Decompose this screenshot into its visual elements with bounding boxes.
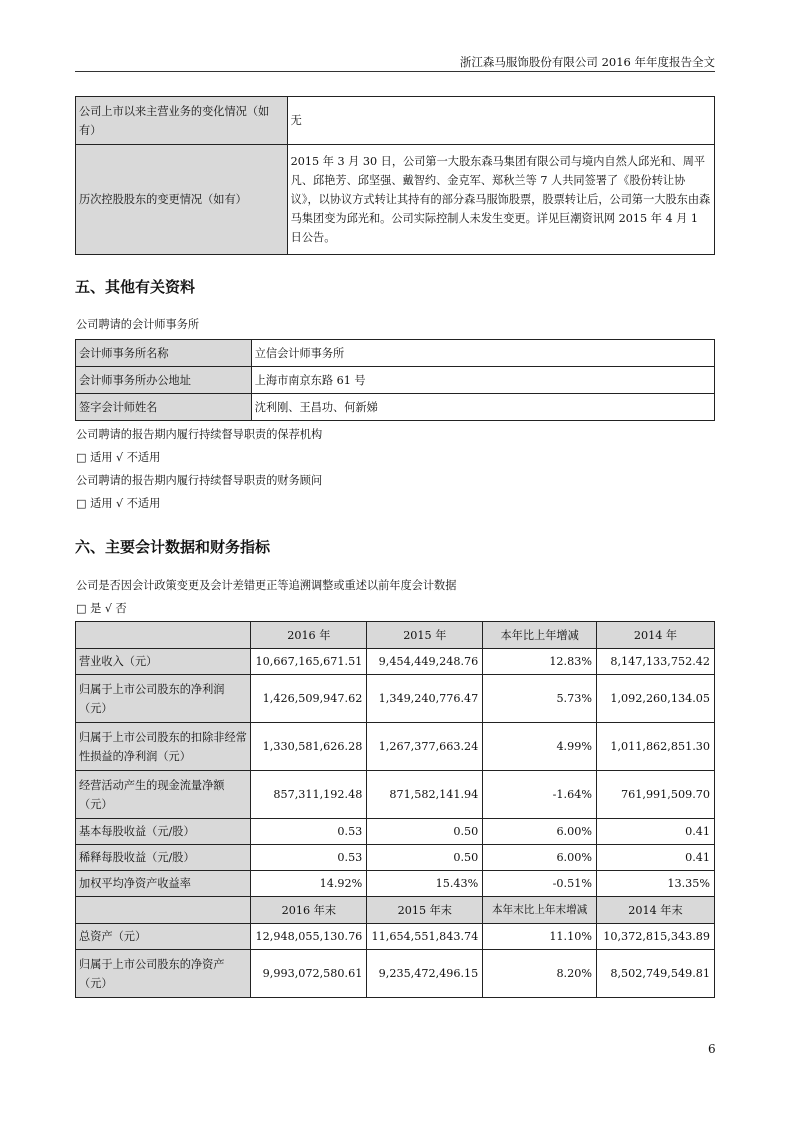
header-rule [75,71,715,72]
cell-2014: 13.35% [596,871,714,897]
row-label: 营业收入（元） [76,649,251,675]
report-header: 浙江森马服饰股份有限公司 2016 年年度报告全文 [459,55,715,69]
section-heading: 六、主要会计数据和财务指标 [75,538,271,556]
cell-2016: 1,426,509,947.62 [251,675,367,723]
table-value: 立信会计师事务所 [251,340,714,367]
cell-change: 5.73% [483,675,597,723]
cell-change: 6.00% [483,819,597,845]
table-header-cell: 2016 年 [251,622,367,649]
row-label: 总资产（元） [76,924,251,950]
table-header-cell: 2015 年末 [367,897,483,924]
cell-2016: 14.92% [251,871,367,897]
cell-2014: 8,147,133,752.42 [596,649,714,675]
cell-2014: 0.41 [596,819,714,845]
cell-2015: 0.50 [367,819,483,845]
cell-2016: 12,948,055,130.76 [251,924,367,950]
table-label: 公司上市以来主营业务的变化情况（如有） [76,97,288,145]
cell-change: -0.51% [483,871,597,897]
table-value: 无 [287,97,714,145]
table-header-cell [76,622,251,649]
financial-table [75,621,715,998]
table-row [76,845,715,871]
table-row [76,771,715,819]
cell-change: -1.64% [483,771,597,819]
restatement-question: 公司是否因会计政策变更及会计差错更正等追溯调整或重述以前年度会计数据 [76,579,457,592]
cell-change: 8.20% [483,950,597,998]
table-value: 沈利刚、王昌功、何新娣 [251,394,714,421]
row-label: 加权平均净资产收益率 [76,871,251,897]
table-label: 会计师事务所名称 [76,340,252,367]
cell-2016: 857,311,192.48 [251,771,367,819]
table-label: 会计师事务所办公地址 [76,367,252,394]
cell-2014: 10,372,815,343.89 [596,924,714,950]
row-label: 经营活动产生的现金流量净额（元） [76,771,251,819]
table-row [76,924,715,950]
row-label: 基本每股收益（元/股） [76,819,251,845]
table-row [76,819,715,845]
page-number: 6 [708,1042,716,1056]
cell-2016: 10,667,165,671.51 [251,649,367,675]
cell-2016: 1,330,581,626.28 [251,723,367,771]
section-heading: 五、其他有关资料 [75,278,196,296]
table-header-cell: 本年比上年增减 [483,622,597,649]
table-row [76,950,715,998]
cell-change: 6.00% [483,845,597,871]
row-label: 稀释每股收益（元/股） [76,845,251,871]
advisor-line: 公司聘请的报告期内履行持续督导职责的财务顾问 [76,474,323,487]
advisor-choice: □ 适用 √ 不适用 [76,497,161,510]
row-label: 归属于上市公司股东的扣除非经常性损益的净利润（元） [76,723,251,771]
auditor-table [75,339,715,421]
row-label: 归属于上市公司股东的净利润（元） [76,675,251,723]
cell-change: 12.83% [483,649,597,675]
cell-2016: 0.53 [251,845,367,871]
cell-2015: 871,582,141.94 [367,771,483,819]
table-label: 签字会计师姓名 [76,394,252,421]
table-header-cell: 2015 年 [367,622,483,649]
cell-2015: 11,654,551,843.74 [367,924,483,950]
table-row [76,871,715,897]
sponsor-choice: □ 适用 √ 不适用 [76,451,161,464]
cell-2014: 761,991,509.70 [596,771,714,819]
cell-2015: 0.50 [367,845,483,871]
table-value: 上海市南京东路 61 号 [251,367,714,394]
sponsor-line: 公司聘请的报告期内履行持续督导职责的保荐机构 [76,428,323,441]
cell-2016: 9,993,072,580.61 [251,950,367,998]
cell-2014: 1,011,862,851.30 [596,723,714,771]
cell-2014: 8,502,749,549.81 [596,950,714,998]
cell-2015: 1,349,240,776.47 [367,675,483,723]
table-header-cell: 本年末比上年末增减 [483,897,597,924]
table-label: 历次控股股东的变更情况（如有） [76,145,288,255]
cell-2015: 1,267,377,663.24 [367,723,483,771]
restatement-answer: □ 是 √ 否 [76,602,127,615]
cell-2015: 9,454,449,248.76 [367,649,483,675]
cell-2015: 15.43% [367,871,483,897]
table-value: 2015 年 3 月 30 日，公司第一大股东森马集团有限公司与境内自然人邱光和、周平凡、邱艳芳、邱坚强、戴智约、金克军、郑秋兰等 7 人共同签署了《股份转让协议》，以协议方式转让其持有的部分森马服饰股票，股票转让后，公司第一大股东由森马集团变为邱光和。公司实际控制人未发生变更。详见巨潮资讯网 2015 年 4 月 1 日公告。 [287,145,714,255]
section-intro: 公司聘请的会计师事务所 [76,318,200,331]
cell-2015: 9,235,472,496.15 [367,950,483,998]
table-row [76,649,715,675]
table-header-cell: 2014 年 [596,622,714,649]
cell-2014: 1,092,260,134.05 [596,675,714,723]
history-table [75,96,715,255]
table-header-cell: 2016 年末 [251,897,367,924]
table-header-cell: 2014 年末 [596,897,714,924]
cell-change: 11.10% [483,924,597,950]
table-header-cell [76,897,251,924]
cell-2014: 0.41 [596,845,714,871]
row-label: 归属于上市公司股东的净资产（元） [76,950,251,998]
cell-2016: 0.53 [251,819,367,845]
table-row [76,723,715,771]
table-row [76,675,715,723]
cell-change: 4.99% [483,723,597,771]
